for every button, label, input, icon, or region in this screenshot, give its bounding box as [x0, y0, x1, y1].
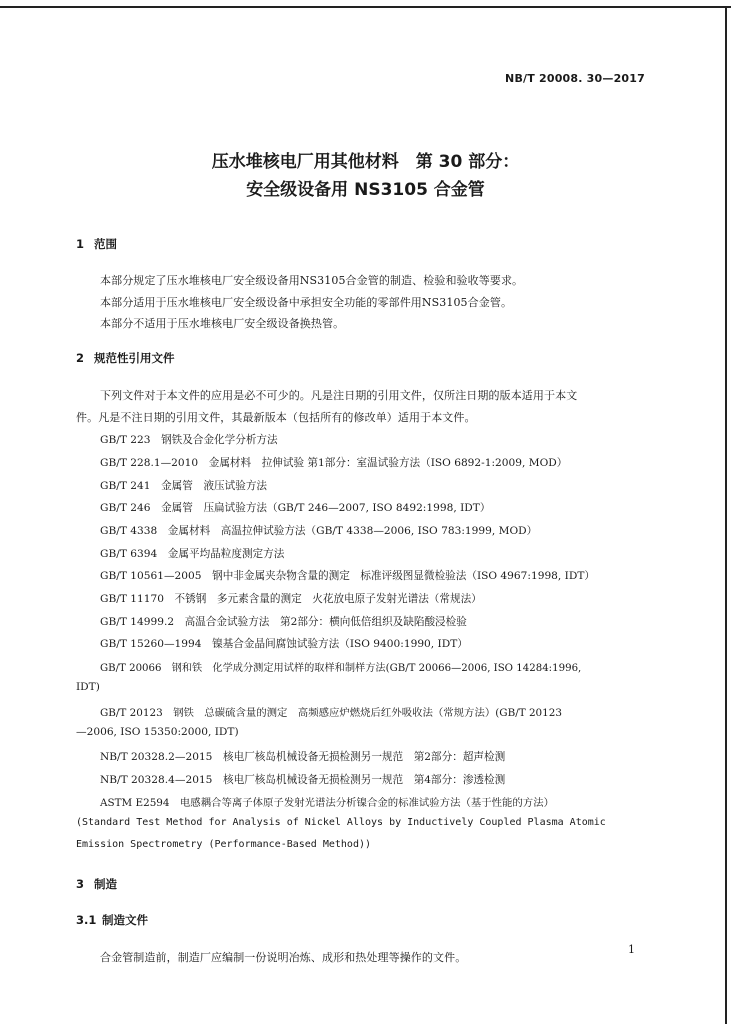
reference-item-continuation: —2006, ISO 15350:2000, IDT) — [76, 726, 239, 738]
references-intro-line1: 下列文件对于本文件的应用是必不可少的。凡是注日期的引用文件，仅所注日期的版本适用于本文 — [100, 389, 578, 402]
reference-item: GB/T 246 金属管 压扁试验方法（GB/T 246—2007, ISO 8492:1998, IDT） — [100, 502, 491, 514]
reference-item: NB/T 20328.2—2015 核电厂核岛机械设备无损检测另一规范 第2部分：超声检测 — [100, 751, 506, 763]
section-number: 2 — [76, 351, 85, 365]
section-title: 规范性引用文件 — [94, 351, 175, 365]
reference-item: GB/T 20123 钢铁 总碳硫含量的测定 高频感应炉燃烧后红外吸收法（常规方法）(GB/T 20123 — [100, 707, 562, 719]
section-number: 3.1 — [76, 913, 97, 927]
reference-item: GB/T 14999.2 高温合金试验方法 第2部分：横向低倍组织及缺陷酸浸检验 — [100, 616, 467, 628]
section-title: 制造 — [94, 877, 117, 891]
section-2-heading — [76, 350, 175, 366]
reference-item: GB/T 223 钢铁及合金化学分析方法 — [100, 434, 278, 446]
reference-item: NB/T 20328.4—2015 核电厂核岛机械设备无损检测另一规范 第4部分：渗透检测 — [100, 774, 506, 786]
section-3-1-heading — [76, 912, 148, 928]
scope-paragraph-1: 本部分规定了压水堆核电厂安全级设备用NS3105合金管的制造、检验和验收等要求。 — [100, 274, 524, 287]
manufacturing-doc-paragraph: 合金管制造前，制造厂应编制一份说明冶炼、成形和热处理等操作的文件。 — [100, 951, 467, 964]
reference-item: GB/T 10561—2005 钢中非金属夹杂物含量的测定 标准评级图显微检验法（ISO 4967:1998, IDT） — [100, 570, 595, 582]
references-intro-line2: 件。凡是不注日期的引用文件，其最新版本（包括所有的修改单）适用于本文件。 — [76, 411, 476, 424]
reference-item: GB/T 6394 金属平均晶粒度测定方法 — [100, 548, 285, 560]
reference-item: GB/T 20066 钢和铁 化学成分测定用试样的取样和制样方法(GB/T 20066—2006, ISO 14284:1996, — [100, 663, 582, 674]
reference-item-continuation: IDT) — [76, 681, 100, 693]
section-title: 范围 — [94, 237, 117, 251]
standard-number: NB/T 20008. 30—2017 — [505, 72, 645, 85]
section-title: 制造文件 — [102, 913, 148, 927]
reference-item-continuation: Emission Spectrometry (Performance-Based Method)) — [76, 839, 372, 850]
scope-paragraph-3: 本部分不适用于压水堆核电厂安全级设备换热管。 — [100, 317, 345, 330]
reference-item: ASTM E2594 电感耦合等离子体原子发射光谱法分析镍合金的标准试验方法（基于性能的方法） — [100, 797, 554, 809]
reference-item: GB/T 11170 不锈钢 多元素含量的测定 火花放电原子发射光谱法（常规法） — [100, 593, 482, 605]
scope-paragraph-2: 本部分适用于压水堆核电厂安全级设备中承担安全功能的零部件用NS3105合金管。 — [100, 296, 513, 309]
reference-item: GB/T 4338 金属材料 高温拉伸试验方法（GB/T 4338—2006, ISO 783:1999, MOD） — [100, 525, 538, 537]
reference-item: GB/T 15260—1994 镍基合金晶间腐蚀试验方法（ISO 9400:1990, IDT） — [100, 638, 468, 650]
top-border — [0, 6, 731, 8]
section-number: 3 — [76, 877, 85, 891]
page-number: 1 — [628, 943, 635, 956]
reference-item-continuation: (Standard Test Method for Analysis of Nickel Alloys by Inductively Coupled Plasma Atomic — [76, 817, 606, 828]
document-title-line2: 安全级设备用 NS3105 合金管 — [246, 180, 485, 200]
document-title-line1: 压水堆核电厂用其他材料 第 30 部分： — [211, 152, 520, 172]
section-3-heading — [76, 876, 117, 892]
section-1-heading — [76, 236, 117, 252]
reference-item: GB/T 228.1—2010 金属材料 拉伸试验 第1部分：室温试验方法（ISO 6892-1:2009, MOD） — [100, 457, 568, 469]
reference-item: GB/T 241 金属管 液压试验方法 — [100, 480, 268, 492]
section-number: 1 — [76, 237, 85, 251]
